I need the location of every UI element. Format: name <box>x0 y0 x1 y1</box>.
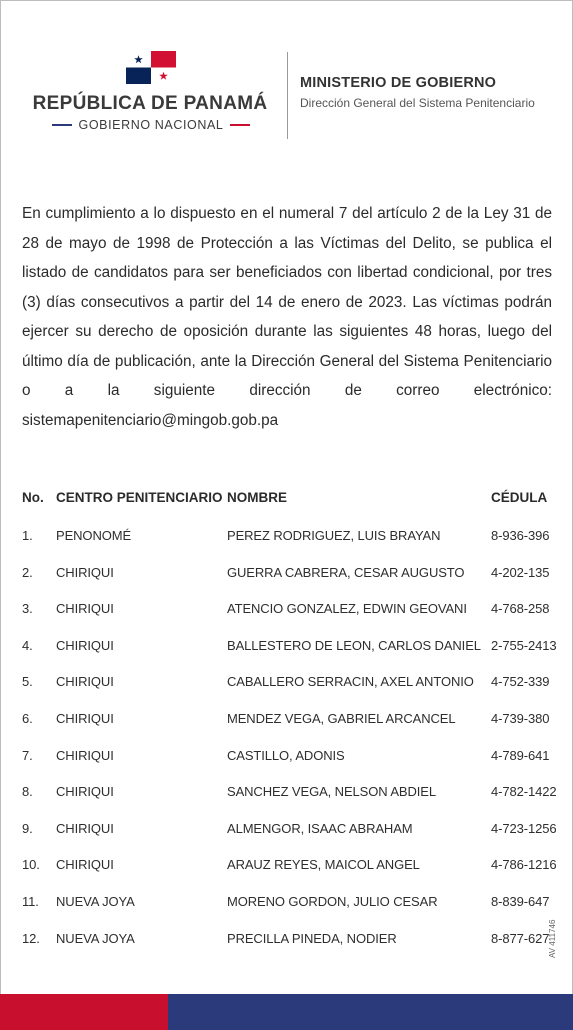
cell-center: CHIRIQUI <box>56 784 114 799</box>
cell-center: CHIRIQUI <box>56 674 114 689</box>
cell-cedula: 8-877-627 <box>491 931 550 946</box>
header-cedula: CÉDULA <box>491 490 548 505</box>
cell-name: ARAUZ REYES, MAICOL ANGEL <box>227 857 420 872</box>
cell-cedula: 4-786-1216 <box>491 857 557 872</box>
cell-cedula: 8-839-647 <box>491 894 550 909</box>
cell-name: PEREZ RODRIGUEZ, LUIS BRAYAN <box>227 528 441 543</box>
cell-no: 9. <box>22 821 33 836</box>
table-row <box>22 821 562 841</box>
table-row <box>22 674 562 694</box>
header-no: No. <box>22 490 44 505</box>
cell-center: CHIRIQUI <box>56 638 114 653</box>
table-row <box>22 638 562 658</box>
cell-name: ALMENGOR, ISAAC ABRAHAM <box>227 821 413 836</box>
cell-cedula: 4-723-1256 <box>491 821 557 836</box>
cell-no: 7. <box>22 748 33 763</box>
ministry-subtitle: Dirección General del Sistema Penitenciario <box>300 96 535 110</box>
red-dash <box>230 124 250 126</box>
header-divider <box>287 52 288 139</box>
cell-name: BALLESTERO DE LEON, CARLOS DANIEL <box>227 638 481 653</box>
cell-cedula: 4-202-135 <box>491 565 550 580</box>
cell-center: NUEVA JOYA <box>56 894 135 909</box>
gov-label: GOBIERNO NACIONAL <box>78 118 224 132</box>
cell-cedula: 4-789-641 <box>491 748 550 763</box>
table-row <box>22 784 562 804</box>
footer-blue-bar <box>168 994 573 1030</box>
cell-name: CABALLERO SERRACIN, AXEL ANTONIO <box>227 674 474 689</box>
cell-center: CHIRIQUI <box>56 857 114 872</box>
reference-code: AV 411746 <box>548 919 557 958</box>
cell-name: SANCHEZ VEGA, NELSON ABDIEL <box>227 784 436 799</box>
cell-no: 6. <box>22 711 33 726</box>
cell-cedula: 8-936-396 <box>491 528 550 543</box>
cell-name: MENDEZ VEGA, GABRIEL ARCANCEL <box>227 711 456 726</box>
cell-cedula: 4-752-339 <box>491 674 550 689</box>
cell-cedula: 4-782-1422 <box>491 784 557 799</box>
cell-center: NUEVA JOYA <box>56 931 135 946</box>
table-row <box>22 894 562 914</box>
header-center: CENTRO PENITENCIARIO <box>56 490 223 505</box>
cell-name: PRECILLA PINEDA, NODIER <box>227 931 397 946</box>
cell-no: 10. <box>22 857 40 872</box>
footer-red-bar <box>0 994 168 1030</box>
cell-center: PENONOMÉ <box>56 528 132 543</box>
table-row <box>22 565 562 585</box>
cell-name: CASTILLO, ADONIS <box>227 748 345 763</box>
cell-no: 8. <box>22 784 33 799</box>
intro-paragraph: En cumplimiento a lo dispuesto en el numeral 7 del artículo 2 de la Ley 31 de 28 de mayo de 1998 de Protección a las Víctimas del Delito, se publica el listado de candidatos para ser beneficiados con libertad condicional, por tres (3) días consecutivos a partir del 14 de enero de 2023. Las víctimas podrán ejercer su derecho de oposición durante las siguientes 48 horas, luego del último día de publicación, ante la Dirección General del Sistema Penitenciario o a la siguiente dirección de correo electrónico: sistemapenitenciario@mingob.gob.pa <box>22 205 552 429</box>
gov-label-row <box>46 117 256 133</box>
table-row <box>22 601 562 621</box>
blue-dash <box>52 124 72 126</box>
cell-no: 5. <box>22 674 33 689</box>
cell-center: CHIRIQUI <box>56 601 114 616</box>
ministry-title: MINISTERIO DE GOBIERNO <box>300 75 497 91</box>
table-header <box>22 490 562 510</box>
cell-name: MORENO GORDON, JULIO CESAR <box>227 894 438 909</box>
cell-center: CHIRIQUI <box>56 821 114 836</box>
republic-title: REPÚBLICA DE PANAMÁ <box>32 93 268 114</box>
cell-center: CHIRIQUI <box>56 565 114 580</box>
cell-no: 4. <box>22 638 33 653</box>
table-row <box>22 711 562 731</box>
header-name: NOMBRE <box>227 490 287 505</box>
cell-no: 12. <box>22 931 40 946</box>
cell-center: CHIRIQUI <box>56 748 114 763</box>
table-row <box>22 931 562 951</box>
cell-no: 1. <box>22 528 33 543</box>
cell-center: CHIRIQUI <box>56 711 114 726</box>
cell-no: 2. <box>22 565 33 580</box>
cell-cedula: 2-755-2413 <box>491 638 557 653</box>
cell-name: ATENCIO GONZALEZ, EDWIN GEOVANI <box>227 601 467 616</box>
table-row <box>22 748 562 768</box>
table-row <box>22 857 562 877</box>
cell-no: 11. <box>22 894 39 909</box>
cell-cedula: 4-768-258 <box>491 601 550 616</box>
table-row <box>22 528 562 548</box>
cell-no: 3. <box>22 601 33 616</box>
cell-name: GUERRA CABRERA, CESAR AUGUSTO <box>227 565 465 580</box>
panama-flag-icon <box>126 51 176 84</box>
cell-cedula: 4-739-380 <box>491 711 550 726</box>
